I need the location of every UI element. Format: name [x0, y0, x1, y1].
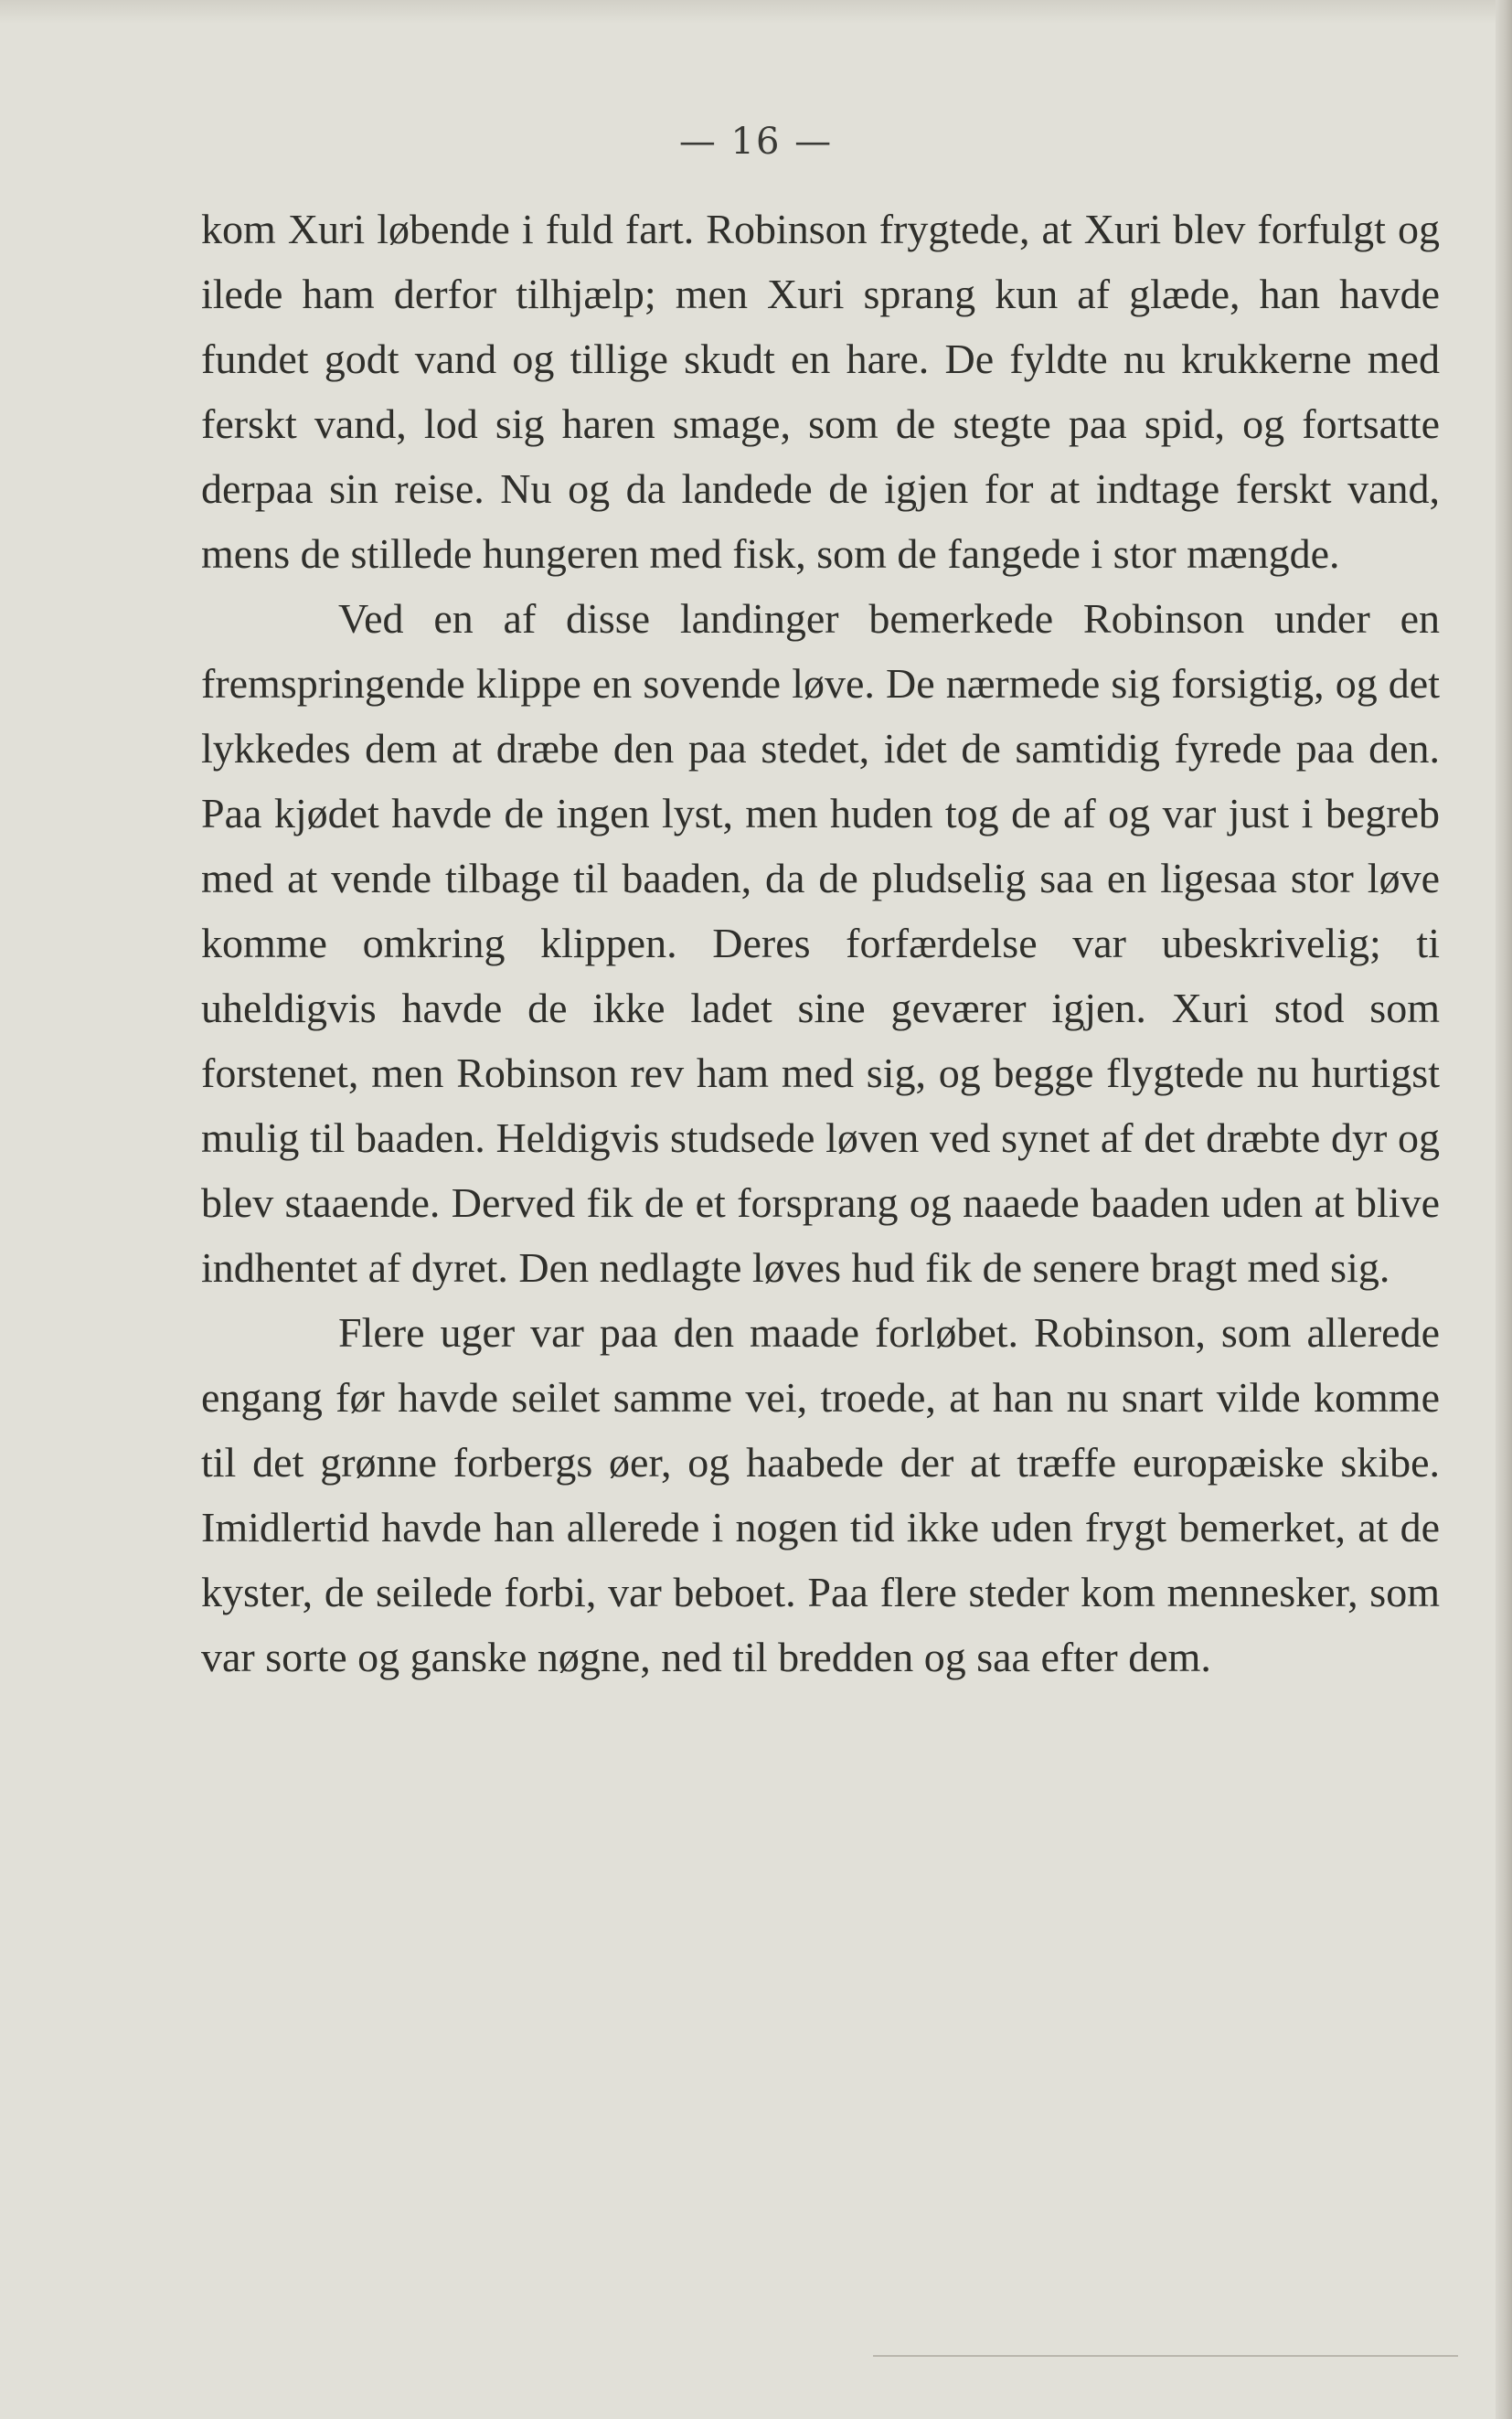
paragraph-1: kom Xuri løbende i fuld fart. Robinson frygtede, at Xuri blev forfulgt og ilede ham derfor tilhjælp; men Xuri sprang kun af glæde, han havde fundet godt vand og tillige skudt en hare. De fyldte nu krukkerne med ferskt vand, lod sig haren smage, som de stegte paa spid, og fortsatte derpaa sin reise. Nu og da landede de igjen for at indtage ferskt vand, mens de stillede hungeren med fisk, som de fangede i stor mængde. — [201, 206, 1440, 577]
paragraph-3: Flere uger var paa den maade forløbet. Robinson, som allerede engang før havde seilet samme vei, troede, at han nu snart vilde komme til det grønne forbergs øer, og haabede der at træffe europæiske skibe. Imidlertid havde han allerede i nogen tid ikke uden frygt bemerket, at de kyster, de seilede forbi, var beboet. Paa flere steder kom mennesker, som var sorte og ganske nøgne, ned til bredden og saa efter dem. — [201, 1309, 1440, 1680]
page-top-shadow — [0, 0, 1512, 24]
body-text — [201, 197, 1440, 1689]
paragraph-2: Ved en af disse landinger bemerkede Robinson under en fremspringende klippe en sovende løve. De nærmede sig forsigtig, og det lykkedes dem at dræbe den paa stedet, idet de samtidig fyrede paa den. Paa kjødet havde de ingen lyst, men huden tog de af og var just i begreb med at vende tilbage til baaden, da de pludselig saa en ligesaa stor løve komme omkring klippen. Deres forfærdelse var ubeskrivelig; ti uheldigvis havde de ikke ladet sine geværer igjen. Xuri stod som forstenet, men Robinson rev ham med sig, og begge flygtede nu hurtigst mulig til baaden. Heldigvis studsede løven ved synet af det dræbte dyr og blev staaende. Derved fik de et forsprang og naaede baaden uden at blive indhentet af dyret. Den nedlagte løves hud fik de senere bragt med sig. — [201, 595, 1440, 1291]
page-number: — 16 — — [678, 121, 834, 163]
bottom-page-mark — [873, 2355, 1458, 2357]
page-edge — [1496, 0, 1512, 2419]
